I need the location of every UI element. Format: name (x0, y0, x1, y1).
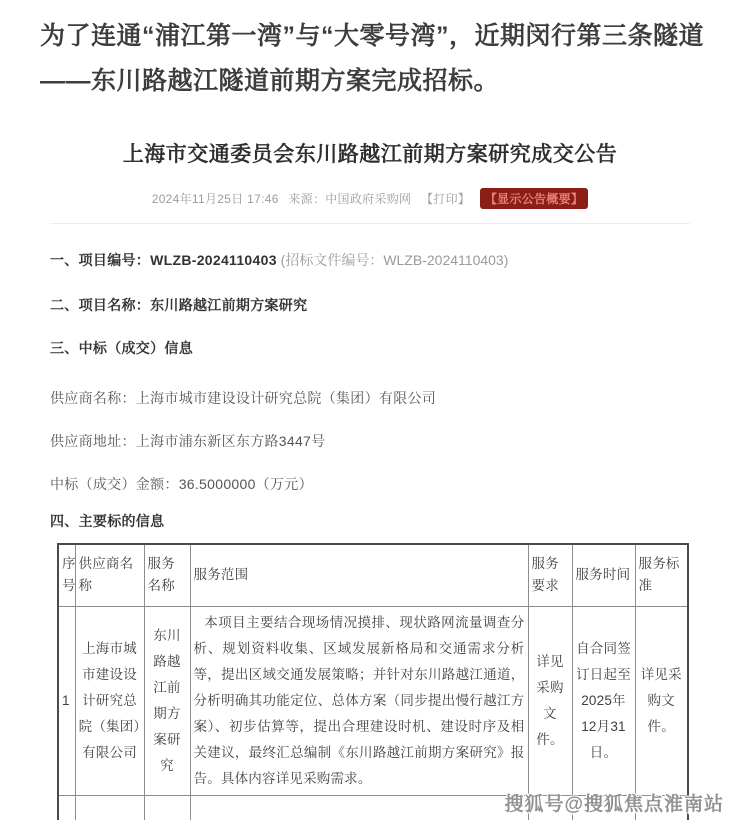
print-button[interactable]: 【打印】 (421, 192, 471, 206)
col-header-service-requirement: 服务要求 (528, 544, 572, 606)
award-amount-line: 中标（成交）金额：36.5000000（万元） (50, 476, 313, 492)
header-divider (50, 223, 690, 224)
show-summary-button[interactable]: 【显示公告概要】 (480, 188, 588, 209)
cell-service-requirement: 详见采购文件。 (528, 606, 572, 795)
sohu-watermark: 搜狐号@搜狐焦点淮南站 (504, 794, 724, 815)
bid-doc-number-text: (招标文件编号：WLZB-2024110403) (280, 252, 509, 268)
publish-date: 2024年11月25日 17:46 (151, 192, 279, 206)
bid-results-table (57, 543, 689, 820)
cell-supplier: 上海市城市建设设计研究总院（集团）有限公司 (75, 606, 144, 795)
col-header-supplier: 供应商名称 (75, 544, 144, 606)
cell-service-standard: 详见采购文件。 (635, 606, 688, 795)
announcement-body (50, 251, 740, 531)
section-main-subject-heading: 四、主要标的信息 (50, 513, 165, 529)
col-header-service-name: 服务名称 (144, 544, 190, 606)
cell-seq: 1 (58, 606, 75, 795)
project-number-text: 一、项目编号：WLZB-2024110403 (50, 252, 277, 268)
lede-text: 为了连通“浦江第一湾”与“大零号湾”，近期闵行第三条隧道——东川路越江隧道前期方案完成招标。 (40, 22, 705, 95)
source-label: 来源：中国政府采购网 (288, 192, 412, 206)
col-header-service-scope: 服务范围 (190, 544, 528, 606)
section-award-info-heading: 三、中标（成交）信息 (50, 340, 193, 356)
empty-cell (190, 795, 528, 820)
empty-cell (58, 795, 75, 820)
announcement-meta (0, 188, 740, 209)
supplier-name-line: 供应商名称：上海市城市建设设计研究总院（集团）有限公司 (50, 390, 437, 406)
table-header-row (58, 544, 688, 606)
cell-service-scope: 本项目主要结合现场情况摸排、现状路网流量调查分析、规划资料收集、区域发展新格局和交通需求分析等，提出区域交通发展策略；并针对东川路越江通道，分析明确其功能定位、总体方案（同步提出慢行越江方案）、初步估算等，提出合理建设时机、建设时序及相关建议，最终汇总编制《东川路越江前期方案研究》报告。具体内容详见采购需求。 (190, 606, 528, 795)
cell-service-time: 自合同签订日起至2025年12月31日。 (572, 606, 635, 795)
announcement-title: 上海市交通委员会东川路越江前期方案研究成交公告 (122, 143, 618, 166)
empty-cell (144, 795, 190, 820)
section-project-number (50, 251, 740, 270)
col-header-service-standard: 服务标准 (635, 544, 688, 606)
empty-cell (75, 795, 144, 820)
table-row (58, 606, 688, 795)
cell-service-name: 东川路越江前期方案研究 (144, 606, 190, 795)
supplier-address-line: 供应商地址：上海市浦东新区东方路3447号 (50, 433, 326, 449)
col-header-service-time: 服务时间 (572, 544, 635, 606)
col-header-seq: 序号 (58, 544, 75, 606)
section-project-name: 二、项目名称：东川路越江前期方案研究 (50, 297, 308, 313)
